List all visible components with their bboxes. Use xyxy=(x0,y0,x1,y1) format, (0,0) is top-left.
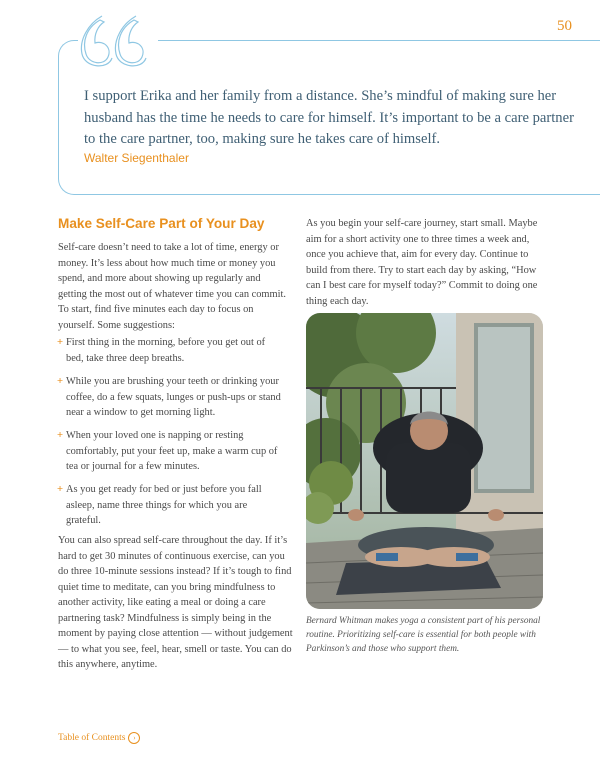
quote-marks-icon xyxy=(78,14,158,70)
plus-icon: + xyxy=(57,376,64,387)
quote-author: Walter Siegenthaler xyxy=(84,151,189,165)
list-item-text: As you get ready for bed or just before you fall asleep, name three things for which you are grateful. xyxy=(66,484,262,526)
photo-caption: Bernard Whitman makes yoga a consistent part of his personal routine. Prioritizing self-care is essential for both people with Parkinson’s and those who support them. xyxy=(306,616,541,654)
quote-text: I support Erika and her family from a distance. She’s mindful of making sure her husband has the time he needs to care for himself. It’s important to be a care partner to the care partner, too, making sure he takes care of himself. xyxy=(84,88,574,147)
chevron-right-icon[interactable]: › xyxy=(128,732,140,744)
list-item-text: First thing in the morning, before you get out of bed, take three deep breaths. xyxy=(66,337,266,364)
intro-paragraph: Self-care doesn’t need to take a lot of time, energy or money. It’s less about how much time or money you spend, and more about showing up regularly and getting the most out of whatever time you can commit. To start, find five minutes each day to focus on yourself. Some suggestions: xyxy=(58,242,286,331)
list-item-text: While you are brushing your teeth or drinking your coffee, do a few squats, lunges or push-ups or stand near a window to get morning light. xyxy=(66,376,281,418)
closing-paragraph: You can also spread self-care throughout the day. If it’s hard to get 30 minutes of continuous exercise, can you do three 10-minute sessions instead? If it’s tough to find quiet time to meditate, can you bring mindfulness to another activity, like eating a meal or doing a care partnering task? Mindfulness is simply being in the moment by paying close attention — without judgement — to what you see, feel, hear, smell or taste. You can do this anywhere, anytime. xyxy=(58,535,293,670)
plus-icon: + xyxy=(57,484,64,495)
section-heading: Make Self-Care Part of Your Day xyxy=(58,216,265,231)
list-item xyxy=(58,335,273,366)
page-number: 50 xyxy=(557,18,572,34)
list-item-text: When your loved one is napping or resting comfortably, put your feet up, make a warm cup of tea or journal for a few minutes. xyxy=(66,430,278,472)
yoga-photo xyxy=(306,313,543,609)
list-item xyxy=(58,482,263,529)
plus-icon: + xyxy=(57,430,64,441)
toc-label[interactable]: Table of Contents xyxy=(58,733,126,744)
list-item xyxy=(58,374,298,421)
table-of-contents-link[interactable] xyxy=(58,732,140,744)
plus-icon: + xyxy=(57,337,64,348)
right-paragraph: As you begin your self-care journey, start small. Maybe aim for a short activity one to three times a week and, once you achieve that, aim for every day. Continue to build from there. Try to start each day by asking, “How can I best care for myself today?” Commit to doing one thing each day. xyxy=(306,218,538,307)
list-item xyxy=(58,428,280,475)
